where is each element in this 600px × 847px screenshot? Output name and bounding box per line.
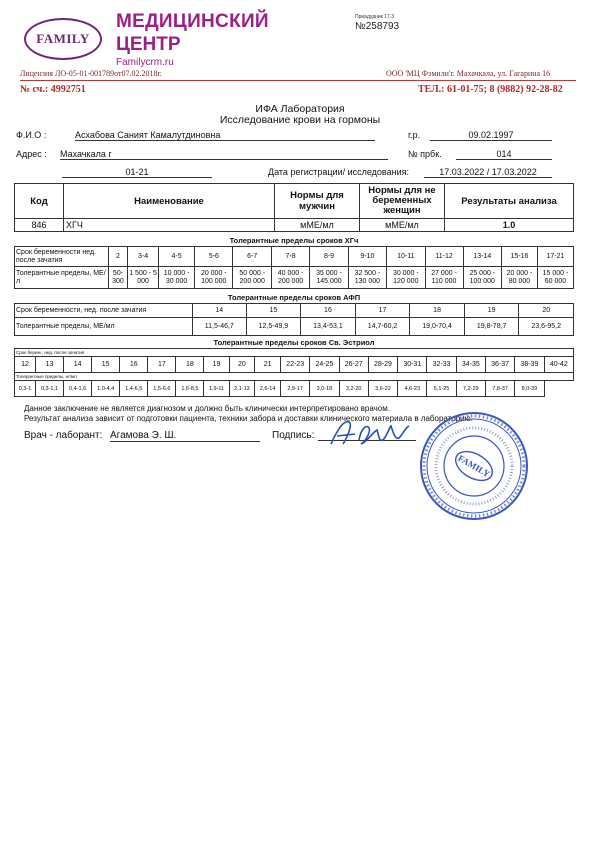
- estriol-week-cell: 16: [120, 357, 148, 373]
- hcg-week-cell: 10-11: [387, 247, 425, 267]
- lab-title: ИФА Лаборатория: [255, 103, 345, 115]
- form-number: №258793: [355, 21, 400, 32]
- brand-title-line2: ЦЕНТР: [116, 34, 181, 55]
- hcg-week-cell: 9-10: [348, 247, 386, 267]
- hcg-week-cell: 7-8: [271, 247, 309, 267]
- estriol-limit-cell: 1,5-6,6: [148, 381, 176, 397]
- hcg-week-cell: 8-9: [310, 247, 348, 267]
- phone-numbers: ТЕЛ.: 61-01-75; 8 (9882) 92-28-82: [418, 84, 563, 95]
- row-code: 846: [15, 219, 64, 232]
- organization-address: ООО 'МЦ Фэмили'г. Махачкала, ул. Гагарина 16: [386, 69, 551, 78]
- hcg-limit-cell: 32 500 - 130 000: [348, 267, 386, 289]
- header-norm-women: Нормы для не беременных женщин: [360, 184, 445, 219]
- sample-number: 014: [456, 149, 552, 160]
- patient-name: Асхабова Саният Камалутдиновна: [75, 130, 375, 141]
- estriol-week-cell: 30-31: [398, 357, 427, 373]
- afp-week-cell: 15: [246, 304, 301, 318]
- family-logo: [24, 18, 102, 60]
- license-text: Лицензия ЛО-05-01-001789от07.02.2018г.: [20, 69, 162, 78]
- estriol-limit-cell: 3,2-20: [339, 381, 368, 397]
- hcg-week-cell: 6-7: [233, 247, 271, 267]
- estriol-week-cell: 21: [255, 357, 281, 373]
- afp-limit-cell: 23,6-95,2: [519, 318, 574, 336]
- fio-label: Ф.И.О :: [16, 130, 47, 140]
- account-number: № сч.: 4992751: [20, 84, 86, 95]
- estriol-week-cell: 22-23: [281, 357, 310, 373]
- afp-week-cell: 19: [464, 304, 519, 318]
- estriol-week-cell: 12: [15, 357, 36, 373]
- header-name: Наименование: [64, 184, 275, 219]
- logo-text: FAMILY: [36, 31, 90, 46]
- estriol-limit-cell: 0,3-1,1: [35, 381, 63, 397]
- lab-subtitle: Исследование крови на гормоны: [219, 114, 381, 126]
- estriol-limit-cell: 2,9-17: [281, 381, 310, 397]
- afp-week-cell: 20: [519, 304, 574, 318]
- estriol-week-cell: 14: [64, 357, 92, 373]
- doctor-name: Агамова Э. Ш.: [110, 430, 260, 442]
- header-result: Результаты анализа: [445, 184, 574, 219]
- afp-week-cell: 18: [410, 304, 465, 318]
- header-norm-men: Нормы для мужчин: [275, 184, 360, 219]
- estriol-limit-cell: 1,0-4,4: [92, 381, 120, 397]
- hcg-limit-cell: 1 500 - 5 000: [127, 267, 158, 289]
- hcg-week-cell: 5-6: [195, 247, 233, 267]
- hcg-week-cell: 2: [109, 247, 128, 267]
- row-name: ХГЧ: [64, 219, 275, 232]
- estriol-limit-cell: 5,1-25: [427, 381, 456, 397]
- afp-table: [14, 303, 574, 336]
- afp-week-cell: 17: [355, 304, 410, 318]
- estriol-week-cell: 13: [35, 357, 63, 373]
- estriol-week-cell: 19: [204, 357, 229, 373]
- stamp-text: FAMILY: [456, 452, 492, 480]
- hcg-week-cell: 13-14: [463, 247, 501, 267]
- hcg-weeks-label: Срок беременности нед. после зачатия: [15, 247, 109, 267]
- estriol-week-cell: 24-25: [310, 357, 339, 373]
- estriol-week-cell: 32-33: [427, 357, 456, 373]
- afp-limit-cell: 11,5-46,7: [193, 318, 247, 336]
- hcg-limit-cell: 50 000 - 200 000: [233, 267, 271, 289]
- afp-week-cell: 14: [193, 304, 247, 318]
- afp-limit-cell: 13,4-53,1: [301, 318, 356, 336]
- estriol-week-cell: 20: [229, 357, 255, 373]
- disclaimer-1: Данное заключение не является диагнозом и должно быть клинически интерпретировано врачом.: [24, 404, 390, 413]
- estriol-limit-cell: 8,0-39: [515, 381, 544, 397]
- afp-limit-cell: 14,7-60,2: [355, 318, 410, 336]
- hcg-week-cell: 4-5: [159, 247, 195, 267]
- hcg-limit-cell: 27 000 - 110 000: [425, 267, 463, 289]
- registration-dates: 17.03.2022 / 17.03.2022: [424, 167, 552, 178]
- afp-limit-cell: 12,5-49,9: [246, 318, 301, 336]
- afp-limit-cell: 19,0-70,4: [410, 318, 465, 336]
- hcg-limit-cell: 30 000 - 120 000: [387, 267, 425, 289]
- afp-limit-cell: 19,8-78,7: [464, 318, 519, 336]
- estriol-week-cell: 15: [92, 357, 120, 373]
- lab-code: 01-21: [62, 167, 212, 178]
- hcg-limit-cell: 20 000 - 80 000: [502, 267, 538, 289]
- estriol-limit-cell: 7,8-37: [485, 381, 514, 397]
- patient-address: Махачкала г: [60, 149, 388, 160]
- estriol-limit-cell: 4,6-23: [398, 381, 427, 397]
- estriol-limit-cell: 1,9-11: [204, 381, 229, 397]
- estriol-week-cell: 40-42: [544, 357, 573, 373]
- estriol-week-cell: 36-37: [485, 357, 514, 373]
- estriol-limit-cell: 1,6-8,5: [176, 381, 204, 397]
- hcg-week-cell: 3-4: [127, 247, 158, 267]
- hcg-limit-cell: 15 000 - 60 000: [537, 267, 573, 289]
- hcg-limit-cell: 35 000 - 145 000: [310, 267, 348, 289]
- afp-limits-label: Толерантные пределы, МЕ/мл: [15, 318, 193, 336]
- estriol-week-cell: 34-35: [456, 357, 485, 373]
- estriol-week-cell: 28-29: [368, 357, 397, 373]
- estriol-limit-cell: 0,4-1,6: [64, 381, 92, 397]
- disclaimer-2: Результат анализа зависит от подготовки пациента, техники забора и доставки клинического материала в лабораторию.: [24, 414, 473, 423]
- hcg-limit-cell: 50-300: [109, 267, 128, 289]
- estriol-limit-cell: 3,6-22: [368, 381, 397, 397]
- hcg-limit-cell: 10 000 - 30 000: [159, 267, 195, 289]
- doctor-label: Врач - лаборант:: [24, 430, 103, 441]
- estriol-limit-cell: 0,3-1: [15, 381, 36, 397]
- estriol-week-cell: 18: [176, 357, 204, 373]
- estriol-limit-cell: 7,2-29: [456, 381, 485, 397]
- hcg-limit-cell: 40 000 - 200 000: [271, 267, 309, 289]
- afp-weeks-label: Срок беременности, нед. после зачатия: [15, 304, 193, 318]
- estriol-title: Толерантные пределы сроков Св. Эстриол: [213, 338, 375, 347]
- dob-label: г.р.: [408, 130, 421, 140]
- hcg-week-cell: 11-12: [425, 247, 463, 267]
- hcg-week-cell: 17-21: [537, 247, 573, 267]
- estriol-week-cell: 38-39: [515, 357, 544, 373]
- website-link[interactable]: Familycrm.ru: [116, 57, 174, 68]
- estriol-limits-label: Толерантные пределы, нг/мл: [15, 373, 574, 381]
- hcg-limit-cell: 20 000 - 100 000: [195, 267, 233, 289]
- estriol-limit-cell: 1,4-6,5: [120, 381, 148, 397]
- signature-label: Подпись:: [272, 430, 315, 441]
- patient-dob: 09.02.1997: [430, 130, 552, 141]
- address-label: Адрес :: [16, 149, 47, 159]
- estriol-week-cell: 17: [148, 357, 176, 373]
- row-norm-women: мМЕ/мл: [360, 219, 445, 232]
- hcg-table: [14, 246, 574, 289]
- estriol-weeks-label: Срок берем., нед. после зачатия: [15, 349, 574, 357]
- hcg-week-cell: 15-16: [502, 247, 538, 267]
- estriol-limit-cell: 3,0-18: [310, 381, 339, 397]
- row-norm-men: мМЕ/мл: [275, 219, 360, 232]
- brand-title-line1: МЕДИЦИНСКИЙ: [116, 11, 269, 32]
- signature-icon: [325, 418, 415, 450]
- main-results-table: [14, 183, 574, 232]
- hcg-title: Толерантные пределы сроков ХГч: [229, 236, 359, 245]
- hcg-limits-label: Толерантные пределы, МЕ/л: [15, 267, 109, 289]
- top-note: Приадудник 17.3: [355, 14, 394, 20]
- clinic-stamp-icon: [418, 410, 530, 522]
- afp-week-cell: 16: [301, 304, 356, 318]
- row-result: 1.0: [445, 219, 574, 232]
- header-code: Код: [15, 184, 64, 219]
- estriol-limit-cell: 2,1-13: [229, 381, 255, 397]
- afp-title: Толерантные пределы сроков АФП: [227, 293, 361, 302]
- sample-label: № прбк.: [408, 149, 442, 159]
- registration-label: Дата регистрации/ исследования:: [268, 167, 409, 177]
- estriol-week-cell: 26-27: [339, 357, 368, 373]
- estriol-limit-cell: 2,6-14: [255, 381, 281, 397]
- estriol-table: [14, 348, 574, 397]
- header-divider: [20, 80, 576, 81]
- hcg-limit-cell: 25 000 - 100 000: [463, 267, 501, 289]
